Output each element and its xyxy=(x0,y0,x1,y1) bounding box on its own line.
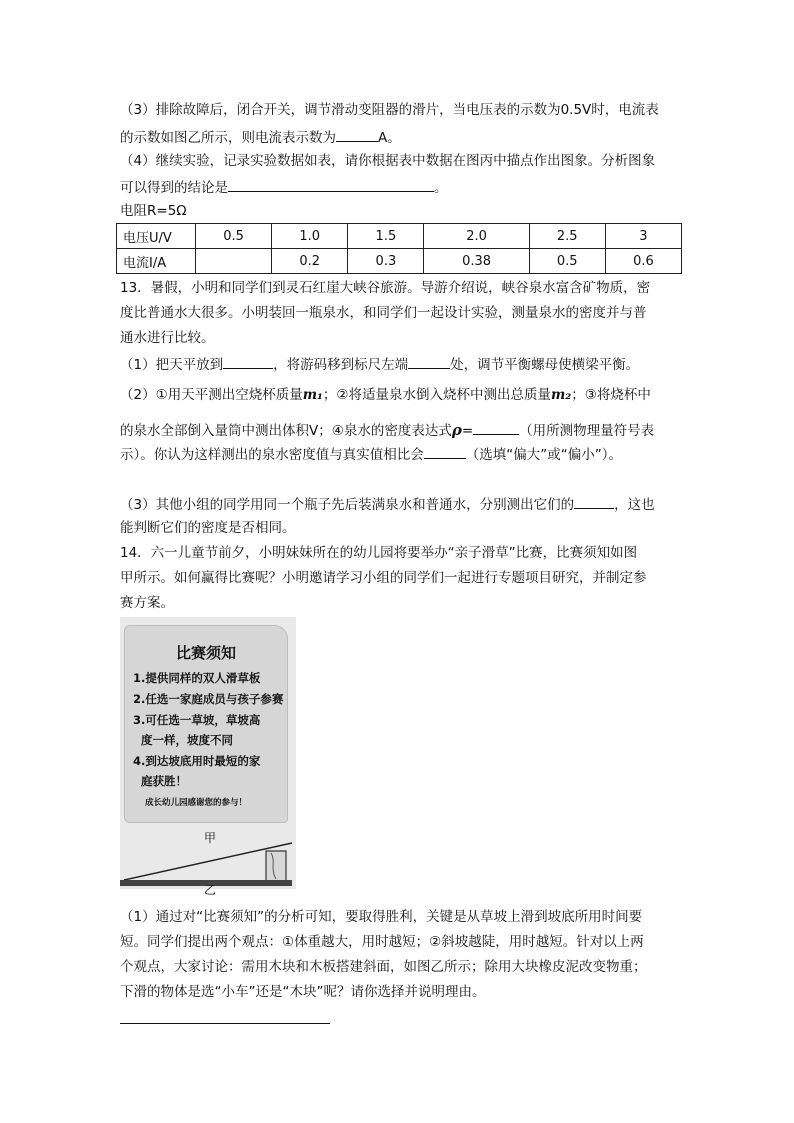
answer-blank[interactable] xyxy=(408,354,450,369)
table-cell: 0.38 xyxy=(424,249,529,274)
table-cell: 0.2 xyxy=(272,249,348,274)
q14-part1-line3: 个观点，大家讨论：需用木块和木板搭建斜面，如图乙所示；除用大块橡皮泥改变物重； xyxy=(120,959,647,975)
notice-item: 3.可任选一草坡，草坡高 xyxy=(133,713,261,727)
answer-blank[interactable] xyxy=(473,420,519,435)
answer-blank[interactable] xyxy=(574,494,614,509)
notice-item: 1.提供同样的双人滑草板 xyxy=(133,671,261,685)
notice-footer: 成长幼儿园感谢您的参与！ xyxy=(145,798,248,808)
answer-blank[interactable] xyxy=(223,354,273,369)
notice-card xyxy=(124,625,288,823)
answer-blank[interactable] xyxy=(228,177,434,192)
table-cell-empty[interactable] xyxy=(196,249,272,274)
notice-item: 庭获胜！ xyxy=(133,774,188,788)
q12-part4-line2: 可以得到的结论是 。 xyxy=(120,177,448,197)
current-header: 电流I/A xyxy=(117,249,196,274)
m2-symbol: m₂ xyxy=(551,387,572,403)
data-table xyxy=(116,223,682,274)
m1-symbol: m₁ xyxy=(302,387,323,403)
q13-part3-line2: 能判断它们的密度是否相同。 xyxy=(120,520,296,536)
q14-part1-line4: 下滑的物体是选“小车”还是“木块”呢？请你选择并说明理由。 xyxy=(120,984,486,1000)
notice-item: 4.到达坡底用时最短的家 xyxy=(133,754,261,768)
table-cell: 1.5 xyxy=(348,224,424,249)
notice-item: 度一样，坡度不同 xyxy=(133,733,234,747)
table-cell: 0.3 xyxy=(348,249,424,274)
answer-blank[interactable] xyxy=(336,127,378,142)
voltage-header: 电压U/V xyxy=(117,224,196,249)
q13-stem-line2: 度比普通水大很多。小明装回一瓶泉水，和同学们一起设计实验，测量泉水的密度并与普 xyxy=(120,305,647,321)
label-yi: 乙 xyxy=(204,883,217,897)
q14-part1-line1: （1）通过对“比赛须知”的分析可知，要取得胜利，关键是从草坡上滑到坡底所用时间要 xyxy=(120,909,643,925)
q12-part3-line2: 的示数如图乙所示，则电流表示数为 A。 xyxy=(120,127,401,147)
rho-symbol: ρ xyxy=(451,421,462,439)
notice-item: 2.任选一家庭成员与孩子参赛 xyxy=(133,692,284,706)
q14-part1-line2: 短。同学们提出两个观点：①体重越大，用时越短；②斜坡越陡，用时越短。针对以上两 xyxy=(120,934,644,950)
q13-part3-line1: （3）其他小组的同学用同一个瓶子先后装满泉水和普通水，分别测出它们的 ，这也 xyxy=(120,494,655,514)
figure-competition-notice xyxy=(120,617,296,897)
wood-block xyxy=(266,851,286,881)
label-jia: 甲 xyxy=(204,831,217,845)
table-row-voltage xyxy=(117,224,682,249)
table-cell: 1.0 xyxy=(272,224,348,249)
q13-stem-line3: 通水进行比较。 xyxy=(120,330,215,346)
table-cell: 3 xyxy=(605,224,681,249)
notice-title: 比赛须知 xyxy=(175,644,236,662)
q12-part3-line1: （3）排除故障后，闭合开关，调节滑动变阻器的滑片，当电压表的示数为0.5V时，电流表 xyxy=(120,102,659,118)
q14-stem-line1: 14．六一儿童节前夕，小明妹妹所在的幼儿园将要举办“亲子滑草”比赛，比赛须知如图 xyxy=(120,545,638,561)
answer-line[interactable] xyxy=(120,1023,330,1024)
resistance-label: 电阻R=5Ω xyxy=(120,203,187,219)
table-cell: 0.5 xyxy=(529,249,605,274)
table-row-current xyxy=(117,249,682,274)
table-cell: 0.6 xyxy=(605,249,681,274)
q13-part2-line3: 示）。你认为这样测出的泉水密度值与真实值相比会 （选填“偏大”或“偏小”）。 xyxy=(120,444,622,464)
q14-stem-line2: 甲所示。如何赢得比赛呢？小明邀请学习小组的同学们一起进行专题项目研究，并制定参 xyxy=(120,570,647,586)
q14-stem-line3: 赛方案。 xyxy=(120,595,174,611)
q13-part1: （1）把天平放到 ，将游码移到标尺左端 处，调节平衡螺母使横梁平衡。 xyxy=(120,354,639,374)
q12-part4-line1: （4）继续实验，记录实验数据如表，请你根据表中数据在图丙中描点作出图象。分析图象 xyxy=(120,153,656,169)
q13-part2-line1: （2）①用天平测出空烧杯质量m₁；②将适量泉水倒入烧杯中测出总质量m₂；③将烧杯中 xyxy=(120,387,651,403)
answer-blank[interactable] xyxy=(424,444,466,459)
table-cell: 2.5 xyxy=(529,224,605,249)
q13-stem-line1: 13．暑假，小明和同学们到灵石红崖大峡谷旅游。导游介绍说，峡谷泉水富含矿物质，密 xyxy=(120,280,651,296)
q13-part2-line2: 的泉水全部倒入量筒中测出体积V；④泉水的密度表达式ρ= （用所测物理量符号表 xyxy=(120,421,655,439)
table-cell: 2.0 xyxy=(424,224,529,249)
table-cell: 0.5 xyxy=(196,224,272,249)
